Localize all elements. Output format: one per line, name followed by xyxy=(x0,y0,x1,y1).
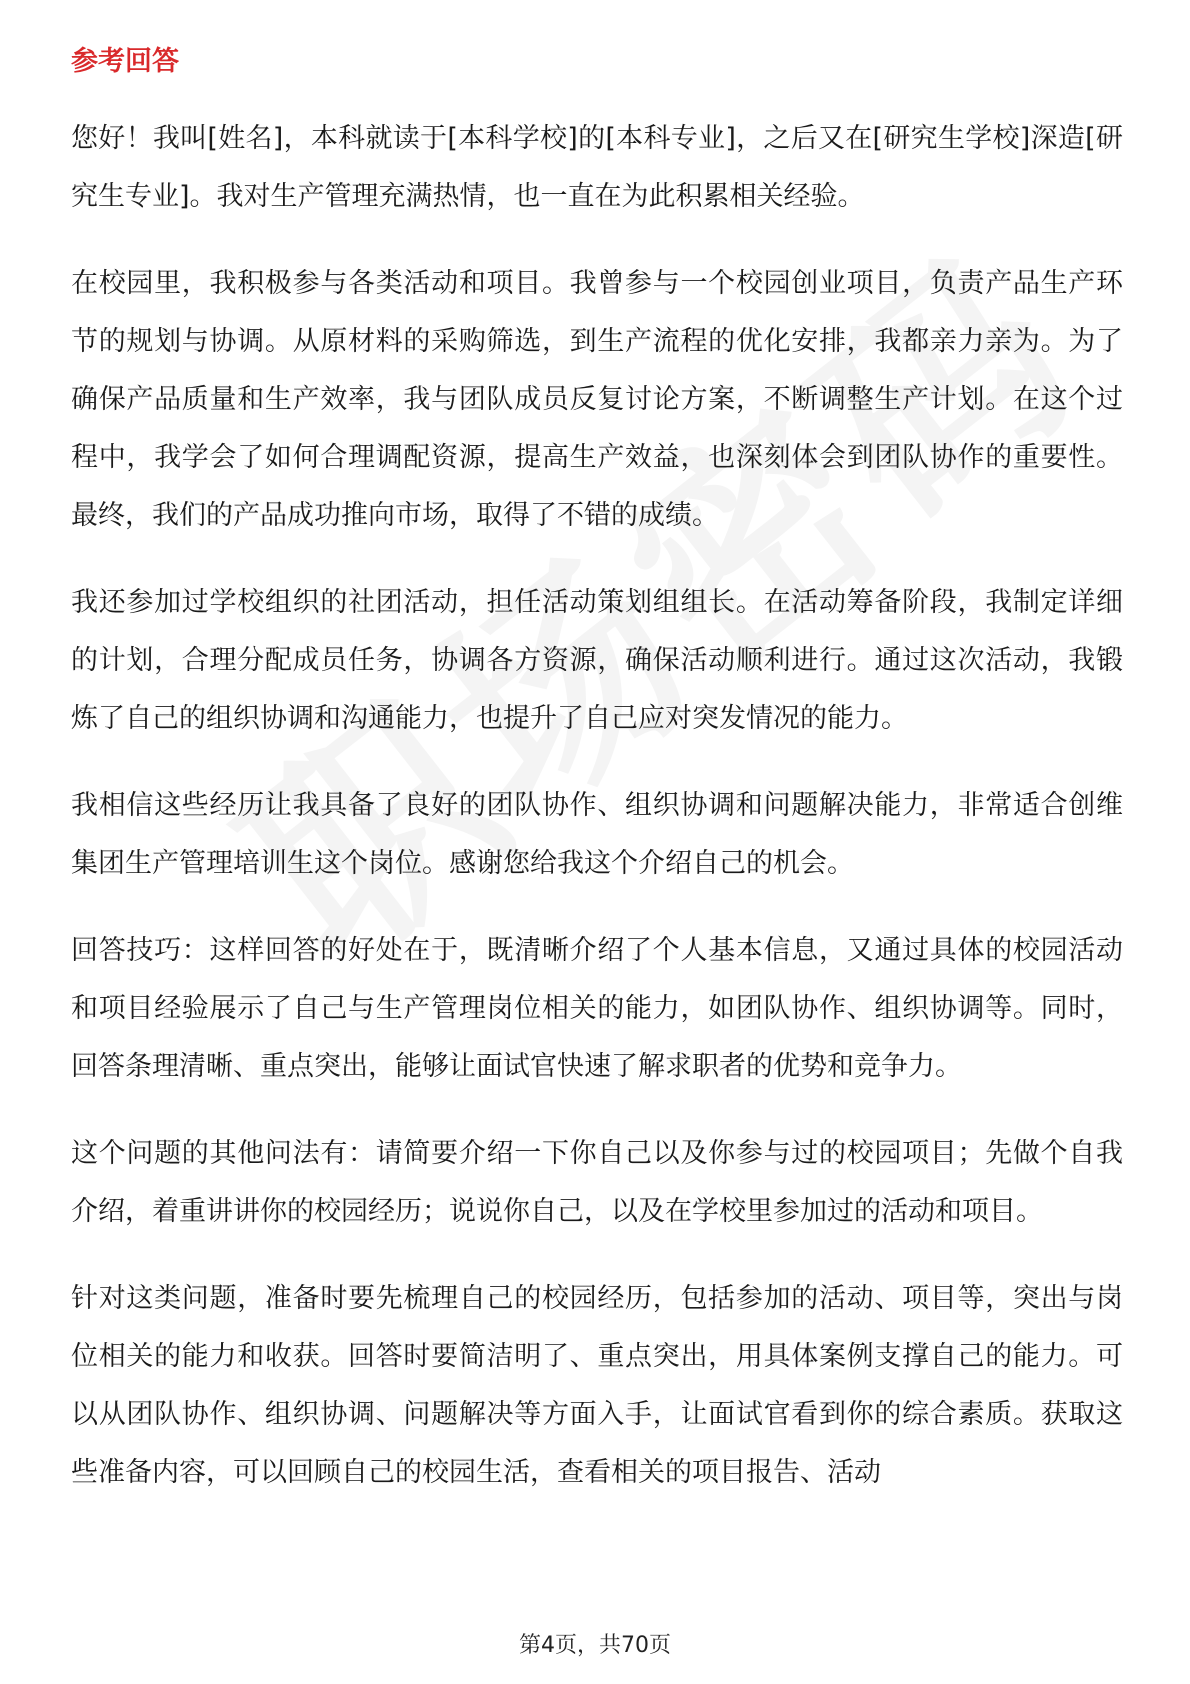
paragraph-answer-tips: 回答技巧：这样回答的好处在于，既清晰介绍了个人基本信息，又通过具体的校园活动和项目经验展示了自己与生产管理岗位相关的能力，如团队协作、组织协调等。同时，回答条理清晰、重点突出，能够让面试官快速了解求职者的优势和竞争力。 xyxy=(71,935,1123,1082)
paragraph-intro: 您好！我叫[姓名]，本科就读于[本科学校]的[本科专业]，之后又在[研究生学校]深造[研究生专业]。我对生产管理充满热情，也一直在为此积累相关经验。 xyxy=(71,123,1123,212)
paragraph-alternative-questions: 这个问题的其他问法有：请简要介绍一下你自己以及你参与过的校园项目；先做个自我介绍，着重讲讲你的校园经历；说说你自己，以及在学校里参加过的活动和项目。 xyxy=(71,1138,1123,1227)
section-title: 参考回答 xyxy=(71,46,179,77)
paragraph-campus-project: 在校园里，我积极参与各类活动和项目。我曾参与一个校园创业项目，负责产品生产环节的规划与协调。从原材料的采购筛选，到生产流程的优化安排，我都亲力亲为。为了确保产品质量和生产效率，我与团队成员反复讨论方案，不断调整生产计划。在这个过程中，我学会了如何合理调配资源，提高生产效益，也深刻体会到团队协作的重要性。最终，我们的产品成功推向市场，取得了不错的成绩。 xyxy=(71,268,1123,531)
document-body xyxy=(71,42,1123,1531)
paragraph-conclusion: 我相信这些经历让我具备了良好的团队协作、组织协调和问题解决能力，非常适合创维集团生产管理培训生这个岗位。感谢您给我这个介绍自己的机会。 xyxy=(71,790,1123,879)
page-number: 第4页，共70页 xyxy=(519,1633,671,1658)
paragraph-club-activity: 我还参加过学校组织的社团活动，担任活动策划组组长。在活动筹备阶段，我制定详细的计划，合理分配成员任务，协调各方资源，确保活动顺利进行。通过这次活动，我锻炼了自己的组织协调和沟通能力，也提升了自己应对突发情况的能力。 xyxy=(71,587,1123,734)
paragraph-preparation: 针对这类问题，准备时要先梳理自己的校园经历，包括参加的活动、项目等，突出与岗位相关的能力和收获。回答时要简洁明了、重点突出，用具体案例支撑自己的能力。可以从团队协作、组织协调、问题解决等方面入手，让面试官看到你的综合素质。获取这些准备内容，可以回顾自己的校园生活，查看相关的项目报告、活动 xyxy=(71,1283,1123,1488)
